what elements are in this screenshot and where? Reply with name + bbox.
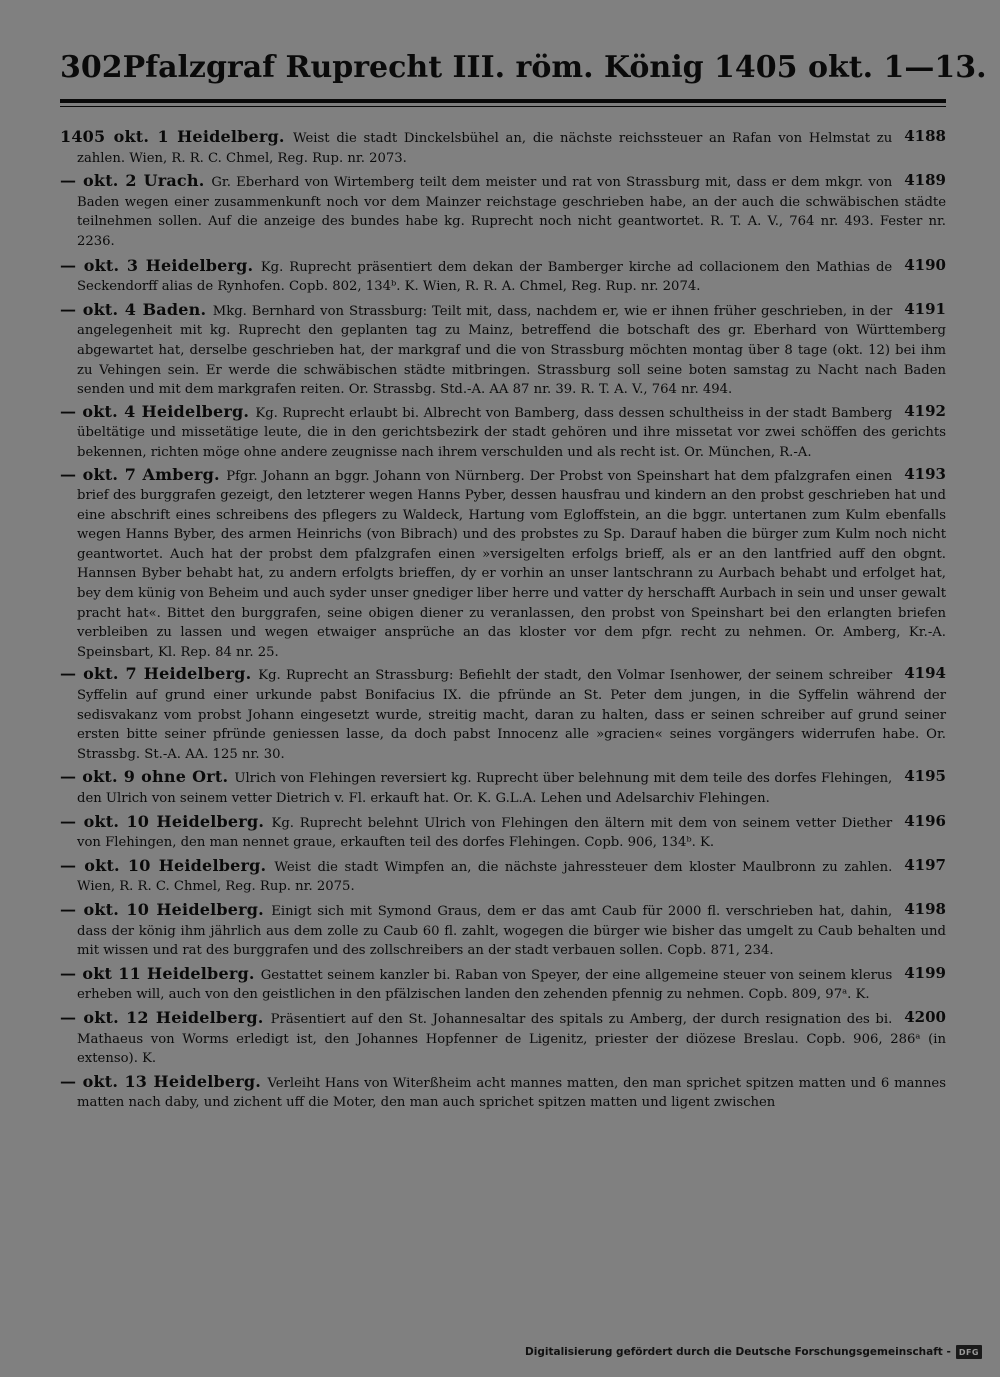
regest-number: 4199 bbox=[904, 963, 946, 982]
funding-credit: Digitalisierung gefördert durch die Deutsche Forschungsgemeinschaft - bbox=[525, 1346, 951, 1358]
regest-text: Kg. Ruprecht präsentiert dem dekan der Bamberger kirche ad collacionem den Mathias de Seckendorff alias de Rynhofen. Copb. 802, 134ᵇ. K. Wien, R. R. A. Chmel, Reg. Rup. nr. 2074. bbox=[77, 259, 893, 295]
regest-entry bbox=[60, 300, 946, 400]
regest-entry bbox=[60, 1072, 946, 1113]
regest-number: 4198 bbox=[904, 899, 946, 918]
regest-number: 4188 bbox=[904, 127, 946, 145]
regest-entry bbox=[60, 664, 946, 764]
regest-text: Kg. Ruprecht an Strassburg: Befiehlt der stadt, den Volmar Isenhower, der seinem schreiber Syffelin auf grund einer urkunde pabst Bonifacius IX. die pfründe an St. Peter dem jungen, in die Syffelin während der sedisvakanz vom probst Johann eingesetzt wurde, streitig macht, daran zu halten, dass er seinen schreiber auf grund seiner ersten bitte seiner pfründe geniessen lasse, da doch pabst Innocenz alle »gracien« seines vorgängers widerrufen habe. Or. Strassbg. St.-A. AA. 125 nr. 30. bbox=[77, 668, 946, 762]
regest-entry bbox=[60, 256, 946, 297]
regest-text: Mkg. Bernhard von Strassburg: Teilt mit, dass, nachdem er, wie er ihnen früher geschrieben, in der angelegenheit mit kg. Ruprecht den geplanten tag zu Mainz, betreffend die botschaft des gr. Eberhard von Württemberg abgewartet hat, derselbe geschrieben hat, der markgraf und die von Strassburg möchten montag über 8 tage (okt. 12) bei ihm zu Vehingen sein. Er werde die schwäbischen städte mitbringen. Strassburg soll seine boten samstag zu Nacht nach Baden senden und mit dem markgrafen reiten. Or. Strassbg. Std.-A. AA 87 nr. 39. R. T. A. V., 764 nr. 494. bbox=[77, 303, 946, 398]
regest-date-place: — okt. 4 Heidelberg. bbox=[60, 401, 256, 421]
regesta-list bbox=[60, 127, 946, 1116]
regest-entry bbox=[60, 767, 946, 808]
regest-entry bbox=[60, 856, 946, 897]
regest-text: Präsentiert auf den St. Johannesaltar des spitals zu Amberg, der durch resignation des bi. Mathaeus von Worms erledigt ist, den Johannes Hopfenner de Ligenitz, priester der diözese Breslau. Copb. 906, 286ᵃ (in extenso). K. bbox=[77, 1011, 946, 1067]
regest-text: Ulrich von Flehingen reversiert kg. Ruprecht über belehnung mit dem teile des dorfes Flehingen, den Ulrich von seinem vetter Dietrich v. Fl. erkauft hat. Or. K. G.L.A. Lehen und Adelsarchiv Flehingen. bbox=[77, 771, 893, 806]
regest-entry bbox=[60, 900, 946, 961]
regest-entry bbox=[60, 171, 946, 251]
regest-number: 4196 bbox=[904, 811, 946, 830]
regest-text: Verleiht Hans von Witerßheim acht mannes matten, den man sprichet spitzen matten und 6 mannes matten nach daby, und zichent uff die Moter, den man auch sprichet spitzen matten und ligent zwischen bbox=[77, 1075, 947, 1111]
regest-text: Einigt sich mit Symond Graus, dem er das amt Caub für 2000 fl. verschrieben hat, dahin, dass der könig ihm jährlich aus dem zolle zu Caub 60 fl. zahlt, wogegen die bürger wie bisher das umgelt zu Caub behalten und mit wissen und rat des burggrafen und des zollschreibers an der stadt verbauen sollen. Copb. 871, 234. bbox=[77, 903, 946, 959]
regest-entry bbox=[60, 127, 946, 168]
regest-entry bbox=[60, 1008, 946, 1069]
regest-date-place: — okt 11 Heidelberg. bbox=[60, 963, 261, 983]
regest-date-place: — okt. 10 Heidelberg. bbox=[60, 855, 275, 875]
regest-date-place: — okt. 13 Heidelberg. bbox=[60, 1071, 268, 1091]
regest-entry bbox=[60, 964, 946, 1005]
regest-date-place: — okt. 4 Baden. bbox=[60, 299, 213, 319]
regest-text: Kg. Ruprecht erlaubt bi. Albrecht von Bamberg, dass dessen schultheiss in der stadt Bamberg übeltätige und missetätige leute, die in den gerichtsbezirk der stadt gehören und ihre missetat vor zwei schöffen des gerichts bekennen, richten möge ohne andere zeugnisse nach ihrem verschulden und als recht ist. Or. München, R.-A. bbox=[77, 405, 946, 460]
regest-text: Weist die stadt Wimpfen an, die nächste jahressteuer dem kloster Maulbronn zu zahlen. Wien, R. R. C. Chmel, Reg. Rup. nr. 2075. bbox=[77, 859, 893, 895]
regest-number: 4197 bbox=[904, 855, 946, 874]
regest-date-place: 1405 okt. 1 Heidelberg. bbox=[60, 127, 294, 146]
regest-number: 4195 bbox=[904, 767, 946, 786]
regest-date-place: — okt. 12 Heidelberg. bbox=[60, 1007, 271, 1027]
page-number: 302 bbox=[60, 50, 123, 85]
running-title: Pfalzgraf Ruprecht III. röm. König 1405 okt. 1—13. bbox=[122, 50, 987, 85]
header-rule-thick bbox=[60, 99, 946, 103]
funding-footer bbox=[525, 1345, 982, 1359]
regest-number: 4191 bbox=[904, 299, 946, 318]
regest-entry bbox=[60, 402, 946, 463]
regest-number: 4194 bbox=[904, 664, 946, 683]
regest-date-place: — okt. 7 Heidelberg. bbox=[60, 664, 259, 684]
regest-number: 4200 bbox=[904, 1007, 946, 1026]
regest-number: 4190 bbox=[904, 255, 946, 274]
dfg-logo-icon: DFG bbox=[956, 1345, 982, 1359]
header-rule-thin bbox=[60, 106, 946, 107]
regest-number: 4192 bbox=[904, 401, 946, 420]
regest-number: 4193 bbox=[904, 464, 946, 483]
regest-date-place: — okt. 3 Heidelberg. bbox=[60, 255, 261, 275]
regest-date-place: — okt. 7 Amberg. bbox=[60, 464, 227, 484]
regest-number: 4189 bbox=[904, 171, 946, 190]
regest-entry bbox=[60, 812, 946, 853]
regest-text: Weist die stadt Dinckelsbühel an, die nächste reichssteuer an Rafan von Helmstat zu zahlen. Wien, R. R. C. Chmel, Reg. Rup. nr. 2073. bbox=[77, 131, 893, 166]
regest-text: Gestattet seinem kanzler bi. Raban von Speyer, der eine allgemeine steuer von seinem klerus erheben will, auch von den geistlichen in den pfälzischen landen den zehenden pfennig zu nehmen. Copb. 809, 97ᵃ. K. bbox=[77, 967, 893, 1003]
regest-date-place: — okt. 2 Urach. bbox=[60, 171, 212, 191]
regest-date-place: — okt. 10 Heidelberg. bbox=[60, 811, 272, 831]
regest-date-place: — okt. 9 ohne Ort. bbox=[60, 767, 235, 787]
regest-text: Pfgr. Johann an bggr. Johann von Nürnberg. Der Probst von Speinshart hat dem pfalzgrafen einen brief des burggrafen gezeigt, den letzterer wegen Hanns Pyber, dessen hausfrau und kindern an den probst geschrieben hat und eine abschrift eines schreibens des pflegers zu Waldeck, Hartung vom Egloffstein, an die bggr. untertanen zum Kulm ebenfalls wegen Hanns Byber, des armen Heinrichs (von Bibrach) und des probstes zu Sp. Darauf haben die bürger zum Kulm noch nicht geantwortet. Auch hat der probst dem pfalzgrafen einen »versigelten erfolgs brieff, als er an den lantfried auff den obgnt. Hannsen Byber behabt hat, zu andern erfolgts brieffen, dy er vorhin an unser lantschrann zu Aurbach behabt und erfolget hat, bey dem künig von Beheim und auch syder unser gnediger liber herre und vatter dy herschafft Aurbach in sein und unser gewalt pracht hat«. Bittet den burggrafen, seine obigen diener zu veranlassen, den probst von Speinshart bei den erlangten briefen verbleiben zu lassen und wegen etwaiger ansprüche an das kloster vor dem pfgr. recht zu nehmen. Or. Amberg, Kr.-A. Speinsbart, Kl. Rep. 84 nr. 25. bbox=[77, 468, 946, 660]
regest-date-place: — okt. 10 Heidelberg. bbox=[60, 899, 272, 919]
regest-text: Gr. Eberhard von Wirtemberg teilt dem meister und rat von Strassburg mit, dass er dem mkgr. von Baden wegen einer zusammenkunft noch vor dem Mainzer reichstage geschrieben habe, an der auch die schwäbischen städte teilnehmen sollen. Auf die anzeige des bundes habe kg. Ruprecht noch nicht geantwortet. R. T. A. V., 764 nr. 493. Fester nr. 2236. bbox=[77, 175, 946, 249]
page-header bbox=[60, 50, 987, 90]
regest-entry bbox=[60, 465, 946, 663]
regest-text: Kg. Ruprecht belehnt Ulrich von Flehingen den ältern mit dem von seinem vetter Diether von Flehingen, den man nennet graue, erkauften teil des dorfes Flehingen. Copb. 906, 134ᵇ. K. bbox=[77, 815, 893, 851]
